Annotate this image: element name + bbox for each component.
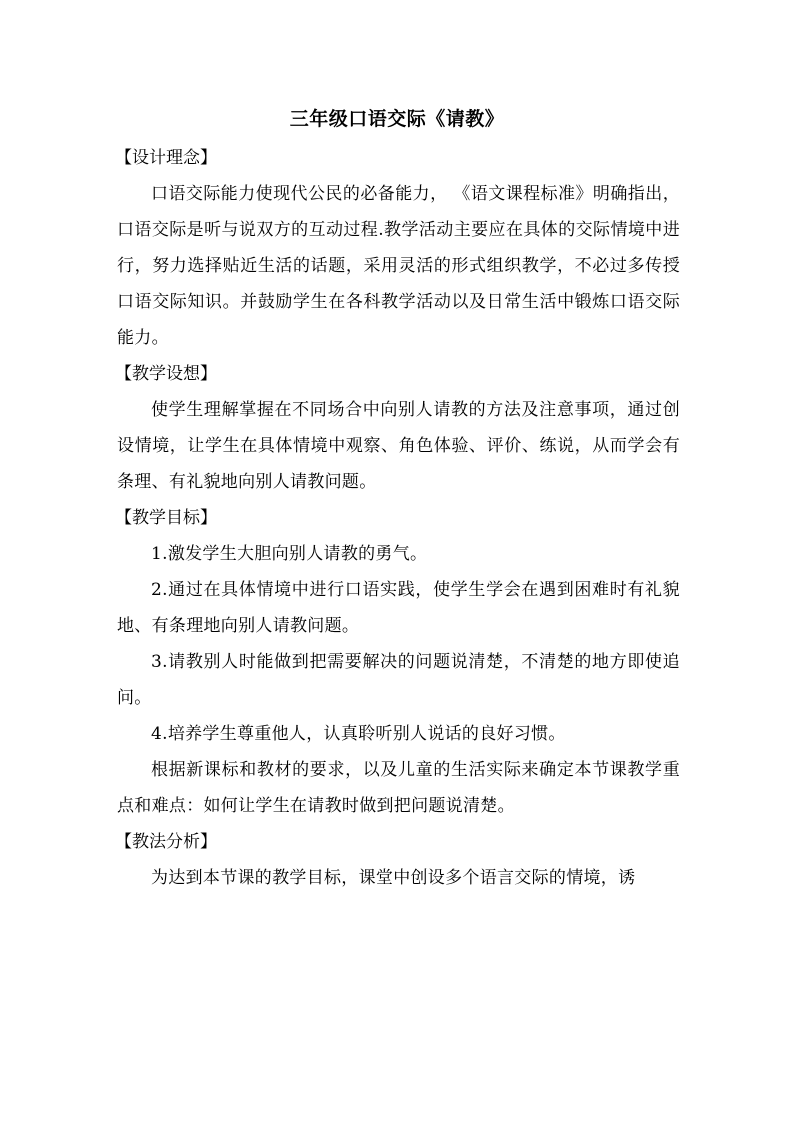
heading-teaching-idea: 【教学设想】 [115,364,217,384]
heading-teaching-goals: 【教学目标】 [115,508,217,528]
paragraph-design-concept: 口语交际能力使现代公民的必备能力， 《语文课程标准》明确指出，口语交际是听与说双方的互动过程.教学活动主要应在具体的交际情境中进行，努力选择贴近生活的话题，采用灵活的形式组织教学，不必过多传授口语交际知识。并鼓励学生在各科教学活动以及日常生活中锻炼口语交际能力。 [117,184,680,348]
document-title: 三年级口语交际《请教》 [289,108,505,130]
document-body [117,140,680,896]
goal-item-2: 2.通过在具体情境中进行口语实践，使学生学会在遇到困难时有礼貌地、有条理地向别人请教问题。 [117,580,680,636]
heading-design-concept: 【设计理念】 [115,148,217,168]
paragraph-goals-summary: 根据新课标和教材的要求，以及儿童的生活实际来确定本节课教学重点和难点：如何让学生在请教时做到把问题说清楚。 [117,760,680,816]
heading-method-analysis: 【教法分析】 [115,832,217,852]
paragraph-method-analysis: 为达到本节课的教学目标，课堂中创设多个语言交际的情境，诱 [151,868,636,888]
paragraph-teaching-idea: 使学生理解掌握在不同场合中向别人请教的方法及注意事项，通过创设情境，让学生在具体情境中观察、角色体验、评价、练说，从而学会有条理、有礼貌地向别人请教问题。 [117,400,680,492]
goal-item-4: 4.培养学生尊重他人，认真聆听别人说话的良好习惯。 [151,724,566,744]
goal-item-3: 3.请教别人时能做到把需要解决的问题说清楚，不清楚的地方即使追问。 [117,652,680,708]
goal-item-1: 1.激发学生大胆向别人请教的勇气。 [151,544,428,564]
